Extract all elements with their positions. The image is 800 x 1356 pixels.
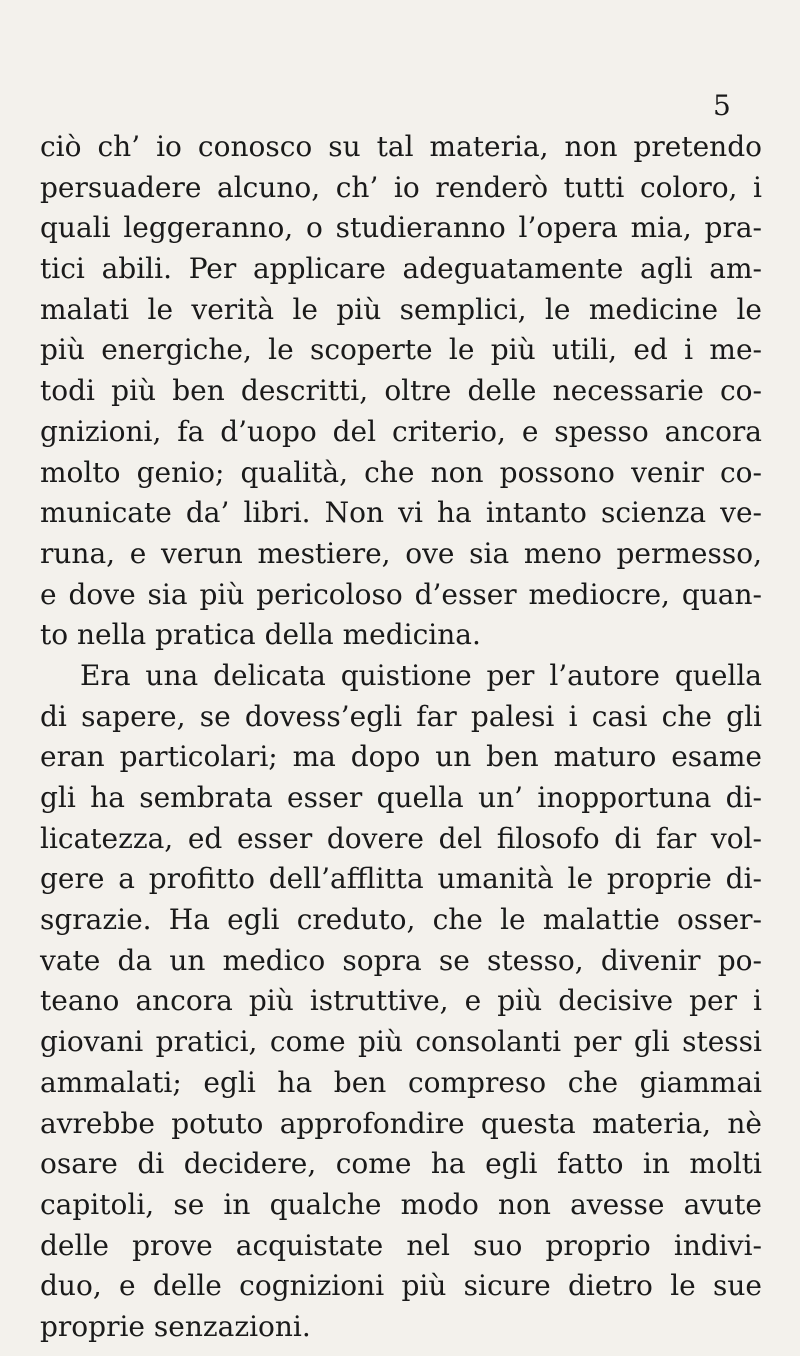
text-line: gnizioni, fa d’uopo del criterio, e spesso ancora bbox=[40, 414, 762, 448]
text-line: runa, e verun mestiere, ove sia meno permesso, bbox=[40, 536, 762, 570]
text-line: quali leggeranno, o studieranno l’opera mia, pra- bbox=[40, 211, 762, 245]
text-line: di sapere, se dovess’egli far palesi i casi che gli bbox=[40, 699, 762, 733]
text-line: teano ancora più istruttive, e più decisive per i bbox=[40, 984, 762, 1018]
text-line: delle prove acquistate nel suo proprio indivi- bbox=[40, 1228, 762, 1262]
text-line: osare di decidere, come ha egli fatto in molti bbox=[40, 1147, 762, 1181]
text-line: municate da’ libri. Non vi ha intanto scienza ve- bbox=[40, 496, 762, 530]
text-line: persuadere alcuno, ch’ io renderò tutti coloro, i bbox=[40, 170, 762, 204]
body-text bbox=[40, 127, 762, 1348]
text-line: ammalati; egli ha ben compreso che giammai bbox=[40, 1065, 762, 1099]
text-line: e dove sia più pericoloso d’esser mediocre, quan- bbox=[40, 577, 762, 611]
page-number: 5 bbox=[713, 89, 731, 122]
text-line: gere a profitto dell’afflitta umanità le proprie di- bbox=[40, 862, 762, 896]
text-line: vate da un medico sopra se stesso, divenir po- bbox=[40, 943, 762, 977]
text-line: ciò ch’ io conosco su tal materia, non pretendo bbox=[40, 130, 762, 163]
text-line: capitoli, se in qualche modo non avesse avute bbox=[40, 1187, 762, 1221]
text-line: molto genio; qualità, che non possono venir co- bbox=[40, 455, 762, 489]
text-line: tici abili. Per applicare adeguatamente agli am- bbox=[40, 252, 762, 286]
text-line: todi più ben descritti, oltre delle necessarie co- bbox=[40, 374, 762, 408]
text-line: duo, e delle cognizioni più sicure dietro le sue bbox=[40, 1269, 762, 1303]
paragraph-end-line: to nella pratica della medicina. bbox=[40, 618, 481, 652]
paragraph-start-line: Era una delicata quistione per l’autore quella bbox=[80, 658, 762, 692]
text-line: sgrazie. Ha egli creduto, che le malattie osser- bbox=[40, 903, 762, 937]
text-line: giovani pratici, come più consolanti per gli stessi bbox=[40, 1025, 762, 1059]
text-line: avrebbe potuto approfondire questa materia, nè bbox=[40, 1106, 762, 1140]
text-line: più energiche, le scoperte le più utili, ed i me- bbox=[40, 333, 762, 367]
text-line: malati le verità le più semplici, le medicine le bbox=[40, 292, 762, 326]
text-line: eran particolari; ma dopo un ben maturo esame bbox=[40, 740, 762, 774]
text-line: gli ha sembrata esser quella un’ inopportuna di- bbox=[40, 781, 762, 814]
paragraph-end-line: proprie senzazioni. bbox=[40, 1309, 311, 1343]
text-line: licatezza, ed esser dovere del filosofo di far vol- bbox=[40, 821, 762, 855]
